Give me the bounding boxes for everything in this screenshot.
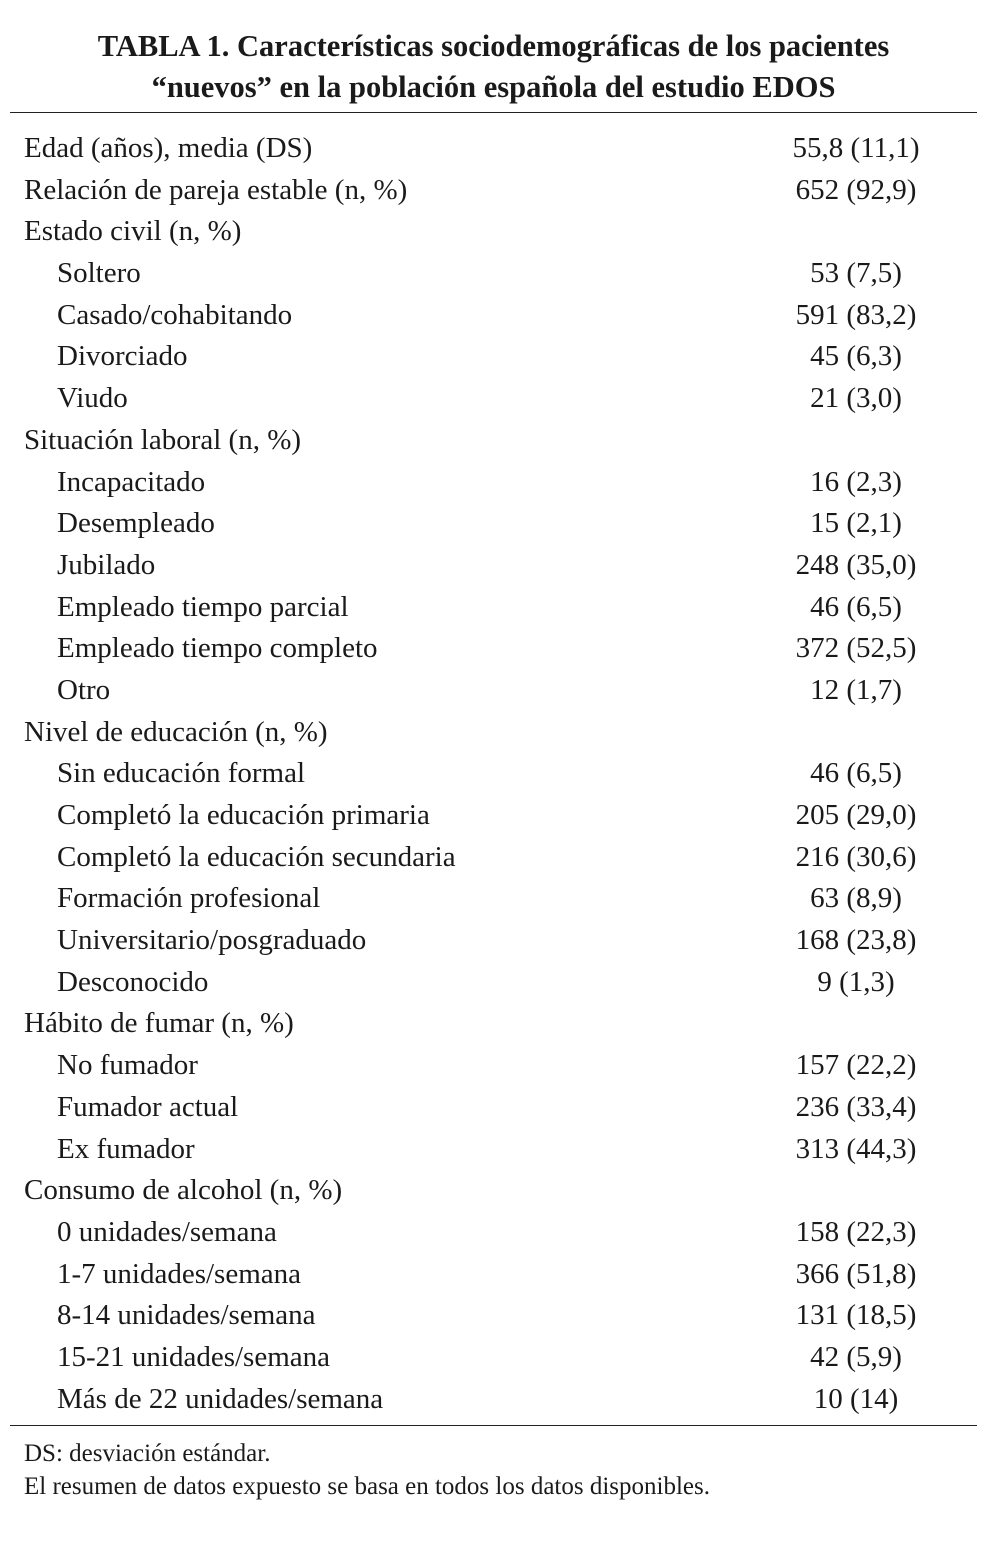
- row-value: 9 (1,3): [817, 965, 895, 998]
- row-label: Divorciado: [57, 340, 188, 373]
- footnote: El resumen de datos expuesto se basa en todos los datos disponibles.: [24, 1473, 710, 1500]
- table-row: [0, 1129, 987, 1171]
- row-label: Completó la educación secundaria: [57, 840, 456, 873]
- row-value: 63 (8,9): [810, 882, 902, 915]
- table-row: [0, 295, 987, 337]
- table-row: [0, 670, 987, 712]
- row-value: 10 (14): [813, 1382, 899, 1415]
- row-value: 216 (30,6): [795, 840, 917, 873]
- row-label: Ex fumador: [57, 1132, 195, 1165]
- row-value: 205 (29,0): [795, 799, 917, 831]
- row-label: Viudo: [57, 382, 128, 415]
- row-value: 12 (1,7): [810, 673, 902, 706]
- table-row: [0, 1003, 987, 1045]
- row-label: Empleado tiempo parcial: [57, 590, 349, 623]
- row-label: Sin educación formal: [57, 757, 306, 790]
- table-title-line-2: “nuevos” en la población española del estudio EDOS: [151, 70, 836, 104]
- row-value: 21 (3,0): [810, 382, 902, 415]
- table-row: [0, 462, 987, 504]
- row-value: 45 (6,3): [810, 340, 902, 373]
- section-label: Consumo de alcohol (n, %): [24, 1174, 343, 1207]
- footnote: DS: desviación estándar.: [24, 1440, 271, 1467]
- table-row: [0, 1212, 987, 1254]
- row-value: 248 (35,0): [795, 548, 917, 581]
- table-row: [0, 878, 987, 920]
- row-value: 372 (52,5): [795, 632, 917, 665]
- row-label: Otro: [57, 673, 111, 706]
- table-body: [0, 128, 987, 1420]
- row-value: 46 (6,5): [810, 590, 902, 623]
- row-value: 16 (2,3): [810, 465, 902, 498]
- table-row: [0, 1045, 987, 1087]
- table-row: [0, 587, 987, 629]
- table-title-line-1: TABLA 1. Características sociodemográficas de los pacientes: [97, 29, 890, 63]
- row-value: 15 (2,1): [810, 507, 902, 540]
- table-top-rule: [10, 112, 977, 113]
- row-value: 55,8 (11,1): [792, 132, 920, 164]
- row-label: Empleado tiempo completo: [57, 632, 378, 665]
- table-title: [0, 26, 987, 108]
- table-row: [0, 170, 987, 212]
- table-row: [0, 336, 987, 378]
- row-value: 53 (7,5): [810, 257, 902, 290]
- table-row: [0, 545, 987, 587]
- table-row: [0, 1170, 987, 1212]
- row-label: Desconocido: [57, 965, 209, 998]
- row-label: 8-14 unidades/semana: [57, 1299, 316, 1332]
- table-row: [0, 1379, 987, 1421]
- table-row: [0, 753, 987, 795]
- row-value: 591 (83,2): [795, 298, 917, 331]
- row-value: 42 (5,9): [810, 1340, 902, 1373]
- row-value: 168 (23,8): [795, 924, 917, 957]
- table-bottom-rule: [10, 1425, 977, 1426]
- table-row: [0, 1337, 987, 1379]
- section-label: Hábito de fumar (n, %): [24, 1007, 294, 1040]
- table-row: [0, 628, 987, 670]
- table-row: [0, 1295, 987, 1337]
- table-row: [0, 128, 987, 170]
- row-label: Fumador actual: [57, 1090, 239, 1123]
- section-label: Relación de pareja estable (n, %): [24, 173, 408, 206]
- row-value: 131 (18,5): [795, 1299, 917, 1332]
- table-row: [0, 795, 987, 837]
- table-footnotes: [24, 1437, 710, 1503]
- table-row: [0, 962, 987, 1004]
- section-label: Situación laboral (n, %): [24, 423, 302, 456]
- row-value: 236 (33,4): [795, 1090, 917, 1123]
- section-label: Estado civil (n, %): [24, 215, 242, 248]
- row-label: Casado/cohabitando: [57, 298, 293, 331]
- row-value: 158 (22,3): [795, 1215, 917, 1248]
- row-value: 366 (51,8): [795, 1257, 917, 1290]
- row-label: 0 unidades/semana: [57, 1215, 277, 1248]
- table-row: [0, 253, 987, 295]
- table-row: [0, 1087, 987, 1129]
- row-value: 157 (22,2): [795, 1049, 917, 1082]
- row-label: Soltero: [57, 257, 141, 290]
- row-label: Completó la educación primaria: [57, 799, 430, 831]
- table-row: [0, 503, 987, 545]
- table-row: [0, 1254, 987, 1296]
- table-row: [0, 837, 987, 879]
- row-label: Universitario/posgraduado: [57, 924, 367, 957]
- row-label: No fumador: [57, 1049, 198, 1082]
- row-label: Incapacitado: [57, 465, 206, 498]
- section-label: Edad (años), media (DS): [24, 132, 313, 164]
- row-label: 1-7 unidades/semana: [57, 1257, 302, 1290]
- row-value: 46 (6,5): [810, 757, 902, 790]
- section-label: Nivel de educación (n, %): [24, 715, 328, 748]
- table-row: [0, 420, 987, 462]
- row-value: 313 (44,3): [795, 1132, 917, 1165]
- table-row: [0, 378, 987, 420]
- row-label: 15-21 unidades/semana: [57, 1340, 331, 1373]
- table-row: [0, 211, 987, 253]
- table-row: [0, 920, 987, 962]
- row-label: Más de 22 unidades/semana: [57, 1382, 384, 1415]
- row-label: Formación profesional: [57, 882, 321, 915]
- row-value: 652 (92,9): [795, 173, 917, 206]
- row-label: Jubilado: [57, 548, 156, 581]
- table-row: [0, 712, 987, 754]
- row-label: Desempleado: [57, 507, 215, 540]
